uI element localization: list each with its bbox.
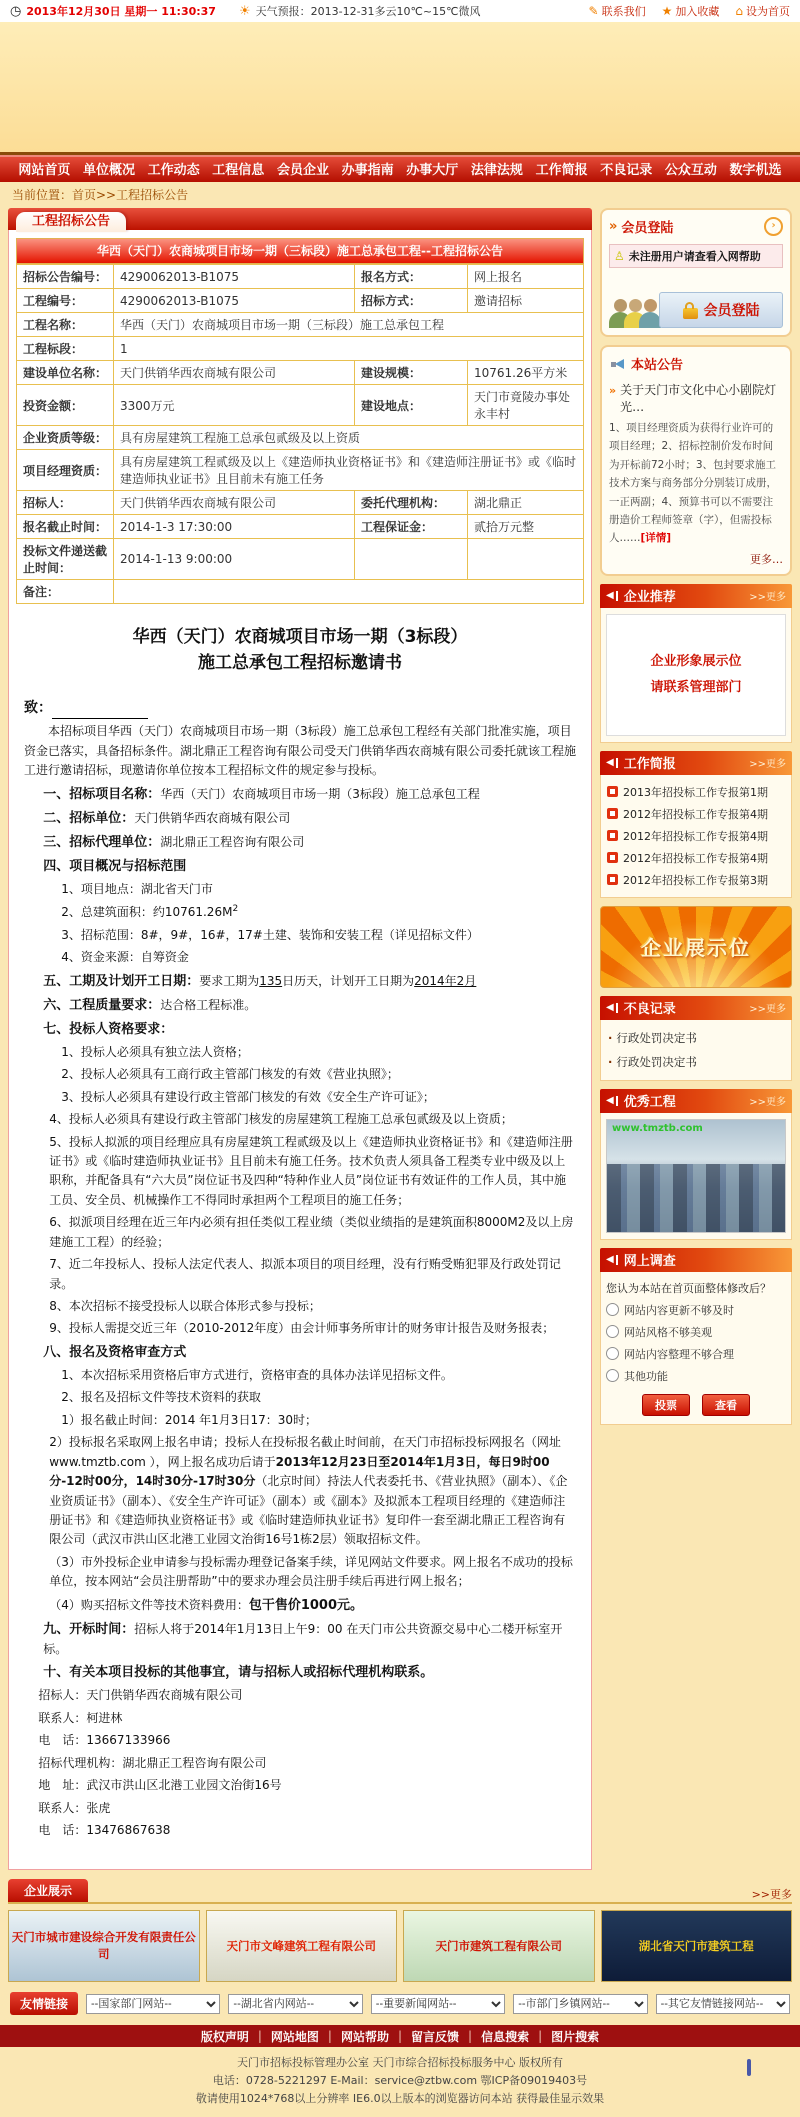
radio-icon[interactable]: [606, 1369, 619, 1382]
section-7-item: 5、投标人拟派的项目经理应具有房屋建筑工程贰级及以上《建造师执业资格证书》和《建造师注册证书》或《临时建造师执业证书》且目前未有施工任务。技术负责人须具备工程类专业中级及以上职称，并配备具有“六大员”岗位证书及四种“特种作业人员”岗位证书有效证件的工作人员，其中施工员、安全员、机械操作工不得同时承担两个工程项目的施工任务；: [49, 1134, 573, 1207]
reports-more-link[interactable]: >>更多: [749, 759, 786, 771]
table-value: 湖北鼎正: [468, 491, 584, 515]
nav-item-news[interactable]: 工作动态: [147, 163, 200, 178]
bad-record-item[interactable]: · 行政处罚决定书: [606, 1026, 786, 1050]
red-square-icon: [607, 830, 618, 841]
panel-header-bar: [8, 208, 592, 230]
section-7-item: 9、投标人需提交近三年（2010-2012年度）由会计师事务所审计的财务审计报告及财务报表；: [49, 1321, 555, 1336]
blank-underline: [52, 703, 148, 719]
notice-body: 1、项目经理资质为获得行业许可的项目经理；2、招标控制价发布时间为开标前72小时；3、包封要求施工技术方案与商务部分分别装订成册，一正两副；4、预算书可以不需要注册造价工程师签章（字），但需投标人……[详情]: [609, 422, 777, 545]
bad-records-more-link[interactable]: >>更多: [749, 1004, 786, 1016]
datetime-text: 2013年12月30日 星期一 11:30:37: [26, 5, 216, 18]
excellent-projects-panel: [600, 1089, 792, 1240]
survey-option[interactable]: 网站内容整理不够合理: [606, 1346, 786, 1362]
announcement-document: [16, 604, 584, 1840]
enterprise-showcase-bar: [8, 1880, 792, 1904]
table-value: 3300万元: [114, 385, 355, 426]
site-banner: [0, 22, 800, 152]
footer-line-browser: 敬请使用1024*768以上分辨率 IE6.0以上版本的浏览器访问本站 获得最佳显示效果: [195, 2091, 605, 2105]
nav-item-hall[interactable]: 办事大厅: [406, 163, 459, 178]
nav-item-reports[interactable]: 工作简报: [535, 163, 588, 178]
login-row: [609, 276, 783, 328]
table-value: 4290062013-B1075: [114, 289, 355, 313]
report-item[interactable]: 2012年招投标工作专报第4期: [606, 803, 786, 825]
speaker-icon: ◀: [606, 1096, 618, 1106]
member-login-box: [600, 208, 792, 337]
excellent-header: ◀ 优秀工程 >>更多: [600, 1089, 792, 1113]
table-label: 工程保证金：: [355, 515, 468, 539]
friendly-links-label: 友情链接: [10, 1992, 78, 2015]
table-cell-empty: [114, 580, 584, 604]
section-2: 二、招标单位：天门供销华西农商城有限公司: [43, 810, 291, 826]
chevrons-icon: »: [609, 219, 618, 234]
report-item[interactable]: 2012年招投标工作专报第4期: [606, 825, 786, 847]
table-label: 建设规模：: [355, 361, 468, 385]
breadcrumb: 当前位置：首页>>工程招标公告: [12, 187, 189, 202]
vote-button[interactable]: 投票: [642, 1394, 690, 1416]
monitor-icon: [734, 2059, 764, 2089]
table-label: 工程编号：: [17, 289, 114, 313]
detail-link[interactable]: [详情]: [640, 532, 672, 545]
table-label: 企业资质等级：: [17, 426, 114, 450]
table-label: 备注：: [17, 580, 114, 604]
star-icon: ★: [661, 4, 673, 18]
home-icon: ⌂: [735, 4, 743, 18]
login-header: » 会员登陆 ›: [609, 217, 783, 236]
person-figure: [639, 299, 661, 328]
contact-us-link[interactable]: ✎ 联系我们: [588, 4, 646, 18]
showcase-banner[interactable]: 天门市建筑工程有限公司: [403, 1910, 595, 1982]
section-7-item: 2、投标人必须具有工商行政主管部门核发的有效《营业执照》；: [61, 1067, 399, 1082]
survey-question: 您认为本站在首页面整体修改后？: [606, 1281, 771, 1295]
member-login-button[interactable]: 会员登陆: [659, 292, 783, 328]
table-value: 网上报名: [468, 265, 584, 289]
enterprise-slot-banner[interactable]: 企业展示位: [600, 906, 792, 988]
links-select-province[interactable]: [228, 1994, 362, 2014]
topbar-links: [589, 3, 790, 19]
showcase-banners: [0, 1904, 800, 1984]
radio-icon[interactable]: [606, 1347, 619, 1360]
table-value: 华西（天门）农商城项目市场一期（三标段）施工总承包工程: [114, 313, 584, 337]
table-row: [17, 515, 584, 539]
separator: |: [257, 2029, 262, 2044]
speaker-icon: ◀: [606, 1255, 618, 1265]
promo-placeholder: 企业形象展示位 请联系管理部门: [606, 614, 786, 736]
separator: |: [538, 2029, 543, 2044]
pen-icon: ✎: [588, 4, 599, 18]
section-10: 十、有关本项目投标的其他事宜，请与招标人或招标代理机构联系。: [43, 1665, 434, 1681]
clock-icon: ◷: [10, 3, 22, 19]
table-value: 2014-1-3 17:30:00: [114, 515, 355, 539]
section-6: 六、工程质量要求：达合格工程标准。: [43, 997, 257, 1013]
view-results-button[interactable]: 查看: [702, 1394, 750, 1416]
table-value: 天门供销华西农商城有限公司: [114, 491, 355, 515]
excellent-body: [600, 1113, 792, 1240]
section-7-item: 6、拟派项目经理在近三年内必须有担任类似工程业绩（类似业绩指的是建筑面积8000M2及以上房建施工工程）的经验；: [49, 1215, 574, 1249]
table-value: 具有房屋建筑工程贰级及以上《建造师执业资格证书》和《建造师注册证书》或《临时建造师执业证书》且目前未有施工任务: [114, 450, 584, 491]
showcase-tab[interactable]: 企业展示: [8, 1879, 88, 1902]
footer-link-sitemap[interactable]: 网站地图: [270, 2029, 319, 2044]
footer-link-copyright[interactable]: 版权声明: [200, 2029, 249, 2044]
table-value: 具有房屋建筑工程施工总承包贰级及以上资质: [114, 426, 584, 450]
red-square-icon: [607, 786, 618, 797]
walking-person-icon: ♙: [614, 249, 625, 263]
reports-header: ◀ 工作简报 >>更多: [600, 751, 792, 775]
table-label: 招标方式：: [355, 289, 468, 313]
nav-item-interaction[interactable]: 公众互动: [664, 163, 717, 178]
section-7-item: 1、投标人必须具有独立法人资格；: [61, 1044, 249, 1059]
section-8: 八、报名及资格审查方式: [43, 1344, 187, 1360]
table-row: [17, 450, 584, 491]
section-4-item: 3、招标范围：8#，9#，16#，17#土建、装饰和安装工程（详见招标文件）: [61, 927, 479, 942]
section-8-item: 2、报名及招标文件等技术资料的获取: [61, 1390, 261, 1405]
showcase-more-link[interactable]: >>更多: [751, 1888, 792, 1902]
nav-item-guide[interactable]: 办事指南: [341, 163, 394, 178]
section-5: 五、工期及计划开工日期：要求工期为135日历天，计划开工日期为2014年2月: [43, 973, 477, 989]
links-select-other[interactable]: [656, 1994, 790, 2014]
survey-header: ◀ 网上调查: [600, 1248, 792, 1272]
table-label: 招标人：: [17, 491, 114, 515]
table-row: [17, 337, 584, 361]
contact-line: 联系人：张虎: [38, 1800, 111, 1815]
bad-records-panel: [600, 996, 792, 1081]
weather-text: 天气预报：2013-12-31多云10℃~15℃微风: [255, 5, 481, 18]
nav-item-home[interactable]: 网站首页: [18, 163, 71, 178]
report-item[interactable]: 2012年招投标工作专报第3期: [606, 869, 786, 891]
sun-icon: ☀: [238, 3, 251, 19]
table-value: 天门市竟陵办事处永丰村: [468, 385, 584, 426]
main-nav: [0, 152, 800, 182]
table-label: 报名截止时间：: [17, 515, 114, 539]
radio-icon[interactable]: [606, 1303, 619, 1316]
table-label: 工程标段：: [17, 337, 114, 361]
table-row: [17, 361, 584, 385]
table-value: 贰拾万元整: [468, 515, 584, 539]
friendly-links-row: [0, 1984, 800, 2019]
reports-list: [600, 775, 792, 898]
sidebar: [600, 208, 792, 1425]
footer-text: [0, 2047, 800, 2117]
content-area: [0, 206, 800, 1870]
table-row: [17, 491, 584, 515]
section-4: 四、项目概况与招标范围: [43, 858, 187, 874]
separator: |: [327, 2029, 332, 2044]
speaker-icon: ◀: [606, 758, 618, 768]
showcase-banner[interactable]: 湖北省天门市建筑工程: [601, 1910, 793, 1982]
survey-option[interactable]: 其他功能: [606, 1368, 786, 1384]
tab-tender-announcement[interactable]: 工程招标公告: [16, 212, 126, 232]
separator: |: [468, 2029, 473, 2044]
links-select-city[interactable]: [513, 1994, 647, 2014]
bad-record-item[interactable]: · 行政处罚决定书: [606, 1050, 786, 1074]
table-value: 天门供销华西农商城有限公司: [114, 361, 355, 385]
red-square-icon: [607, 852, 618, 863]
megaphone-icon: [609, 357, 625, 371]
section-7-item: 7、近二年投标人、投标人法定代表人、拟派本项目的项目经理，没有行贿受贿犯罪及行政处罚记录。: [49, 1257, 561, 1291]
survey-option[interactable]: 网站风格不够美观: [606, 1324, 786, 1340]
report-item[interactable]: 2012年招投标工作专报第4期: [606, 847, 786, 869]
promo-header: ◀ 企业推荐 >>更多: [600, 584, 792, 608]
table-cell-empty: [355, 539, 468, 580]
red-square-icon: [607, 808, 618, 819]
table-label: 投资金额：: [17, 385, 114, 426]
speaker-icon: ◀: [606, 1003, 618, 1013]
set-homepage-link[interactable]: ⌂ 设为首页: [735, 4, 790, 18]
showcase-banner[interactable]: 天门市城市建设综合开发有限责任公司: [8, 1910, 200, 1982]
circle-arrow-icon[interactable]: ›: [764, 217, 783, 236]
table-label: 投标文件递送截止时间：: [17, 539, 114, 580]
contact-line: 招标人：天门供销华西农商城有限公司: [38, 1688, 243, 1703]
contact-line: 地 址：武汉市洪山区北港工业园文治街16号: [38, 1778, 282, 1793]
red-square-icon: [607, 874, 618, 885]
table-value: 10761.26平方米: [468, 361, 584, 385]
table-label: 项目经理资质：: [17, 450, 114, 491]
notice-more-link[interactable]: 更多…: [750, 552, 783, 566]
section-1: 一、招标项目名称：华西（天门）农商城项目市场一期（3标段）施工总承包工程: [43, 786, 480, 802]
links-select-national[interactable]: [86, 1994, 220, 2014]
radio-icon[interactable]: [606, 1325, 619, 1338]
table-row: [17, 539, 584, 580]
contact-line: 联系人：柯进林: [38, 1710, 123, 1725]
footer-link-help[interactable]: 网站帮助: [340, 2029, 389, 2044]
survey-buttons: [606, 1394, 786, 1416]
table-value: 1: [114, 337, 584, 361]
report-item[interactable]: 2013年招投标工作专报第1期: [606, 781, 786, 803]
footer-link-image-search[interactable]: 图片搜索: [551, 2029, 600, 2044]
table-row: [17, 265, 584, 289]
promo-panel: [600, 584, 792, 743]
table-row: [17, 426, 584, 450]
table-row: [17, 385, 584, 426]
intro-paragraph: 本招标项目华西（天门）农商城项目市场一期（3标段）施工总承包工程经有关部门批准实施，项目资金已落实，具备招标条件。湖北鼎正工程咨询有限公司受天门供销华西农商城有限公司委托就该工程施工进行邀请招标，现邀请你单位按本工程招标文件的规定参与投标。: [24, 724, 577, 778]
table-cell-empty: [468, 539, 584, 580]
contact-line: 电 话：13476867638: [38, 1822, 171, 1837]
nav-item-projects[interactable]: 工程信息: [212, 163, 265, 178]
contact-line: 招标代理机构：湖北鼎正工程咨询有限公司: [38, 1755, 267, 1770]
separator: |: [397, 2029, 403, 2044]
speaker-icon: ◀: [606, 591, 618, 601]
promo-more-link[interactable]: >>更多: [749, 592, 786, 604]
notice-header: 本站公告: [609, 354, 783, 373]
arrow-icon: »: [609, 384, 617, 397]
section-8-item: 1、本次招标采用资格后审方式进行，资格审查的具体办法详见招标文件。: [61, 1367, 453, 1382]
nav-item-digital[interactable]: 数字机选: [729, 163, 782, 178]
watermark-text: www.tmztb.com: [612, 1122, 703, 1134]
footer-line-contact: 电话：0728-5221297 E-Mail：service@ztbw.com 鄂ICP备09019403号: [212, 2073, 588, 2087]
main-column: [8, 208, 592, 1870]
nav-item-laws[interactable]: 法律法规: [470, 163, 523, 178]
section-8-item: （3）市外投标企业申请参与投标需办理登记备案手续，详见网站文件要求。网上报名不成功的投标单位，按本网站“会员注册帮助”中的要求办理会员注册手续后再进行网上报名；: [49, 1554, 573, 1589]
footer-links-bar: [0, 2025, 800, 2047]
nav-item-about[interactable]: 单位概况: [82, 163, 135, 178]
table-label: 委托代理机构：: [355, 491, 468, 515]
section-7-item: 3、投标人必须具有建设行政主管部门核发的有效《安全生产许可证》；: [61, 1089, 435, 1104]
table-value: 2014-1-13 9:00:00: [114, 539, 355, 580]
work-reports-panel: [600, 751, 792, 898]
table-label: 建设地点：: [355, 385, 468, 426]
section-8-item: 1）报名截止时间：2014 年1月3日17：30时；: [61, 1412, 317, 1427]
register-help-link[interactable]: ♙ 未注册用户请查看入网帮助: [609, 244, 783, 268]
salutation-line: 致：: [24, 697, 576, 720]
site-notice-box: [600, 345, 792, 576]
document-title: 华西（天门）农商城项目市场一期（3标段） 施工总承包工程招标邀请书: [132, 627, 468, 674]
bad-records-list: [600, 1020, 792, 1081]
announcement-panel: [8, 230, 592, 1870]
footer-line-copyright: 天门市招标投标管理办公室 天门市综合招标投标服务中心 版权所有: [237, 2056, 563, 2070]
bad-records-header: ◀ 不良记录 >>更多: [600, 996, 792, 1020]
survey-panel: [600, 1248, 792, 1425]
table-label: 招标公告编号：: [17, 265, 114, 289]
table-value: 4290062013-B1075: [114, 265, 355, 289]
section-8-item: 2）投标报名采取网上报名申请；投标人在投标报名截止时间前，在天门市招标投标网报名（网址 www.tmztb.com ），网上报名成功后请于2013年12月23日至2014年1月3日，每日9时00分-12时00分，14时30分-17时30分（北京时间）持法人代表委托书、《营业执照》（副本）、《企业资质证书》（副本）、《安全生产许可证》（副本）或《副本》及拟派本工程项目经理的《建造师注册证书》和《建造师执业资格证书》或《临时建造师执业证书》复印件一套至湖北鼎正工程咨询有限公司（武汉市洪山区北港工业园文治街16号1栋2层）领取招标文件。: [49, 1435, 568, 1547]
announcement-title-bar: 华西（天门）农商城项目市场一期（三标段）施工总承包工程--工程招标公告: [16, 238, 584, 264]
table-label: 建设单位名称：: [17, 361, 114, 385]
table-value: 邀请招标: [468, 289, 584, 313]
section-9: 九、开标时间：招标人将于2014年1月13日上午9：00 在天门市公共资源交易中心二楼开标室开标。: [43, 1621, 563, 1656]
contact-line: 电 话：13667133966: [38, 1733, 171, 1748]
showcase-banner[interactable]: 天门市文峰建筑工程有限公司: [206, 1910, 398, 1982]
add-favorite-link[interactable]: ★ 加入收藏: [661, 4, 720, 18]
table-row: [17, 313, 584, 337]
table-label: 工程名称：: [17, 313, 114, 337]
table-row: [17, 289, 584, 313]
project-photo[interactable]: [606, 1119, 786, 1233]
section-4-item: 2、总建筑面积：约$10761.26M^2$: [61, 904, 239, 920]
survey-option[interactable]: 网站内容更新不够及时: [606, 1302, 786, 1318]
tender-info-table: [16, 264, 584, 604]
footer-link-feedback[interactable]: 留言反馈: [411, 2029, 460, 2044]
section-3: 三、招标代理单位：湖北鼎正工程咨询有限公司: [43, 834, 305, 850]
survey-body: [600, 1272, 792, 1425]
promo-body: [600, 608, 792, 743]
nav-item-bad-records[interactable]: 不良记录: [600, 163, 653, 178]
section-4-item: 4、资金来源：自筹资金: [61, 950, 189, 965]
section-4-item: 1、项目地点：湖北省天门市: [61, 881, 213, 896]
nav-item-members[interactable]: 会员企业: [276, 163, 329, 178]
lock-icon: [683, 308, 698, 319]
members-illustration: [609, 276, 654, 328]
excellent-more-link[interactable]: >>更多: [749, 1097, 786, 1109]
table-label: 报名方式：: [355, 265, 468, 289]
notice-link[interactable]: » 关于天门市文化中心小剧院灯光…: [609, 383, 777, 414]
section-7-item: 4、投标人必须具有建设行政主管部门核发的房屋建筑工程施工总承包贰级及以上资质；: [49, 1112, 513, 1127]
top-utility-bar: [0, 0, 800, 22]
section-7-item: 8、本次招标不接受投标人以联合体形式参与投标；: [49, 1299, 321, 1313]
section-7: 七、投标人资格要求：: [43, 1021, 174, 1037]
section-8-item: （4）购买招标文件等技术资料费用：包干售价1000元。: [49, 1597, 364, 1613]
links-select-news[interactable]: [371, 1994, 505, 2014]
table-row: [17, 580, 584, 604]
footer-link-info-search[interactable]: 信息搜索: [481, 2029, 530, 2044]
